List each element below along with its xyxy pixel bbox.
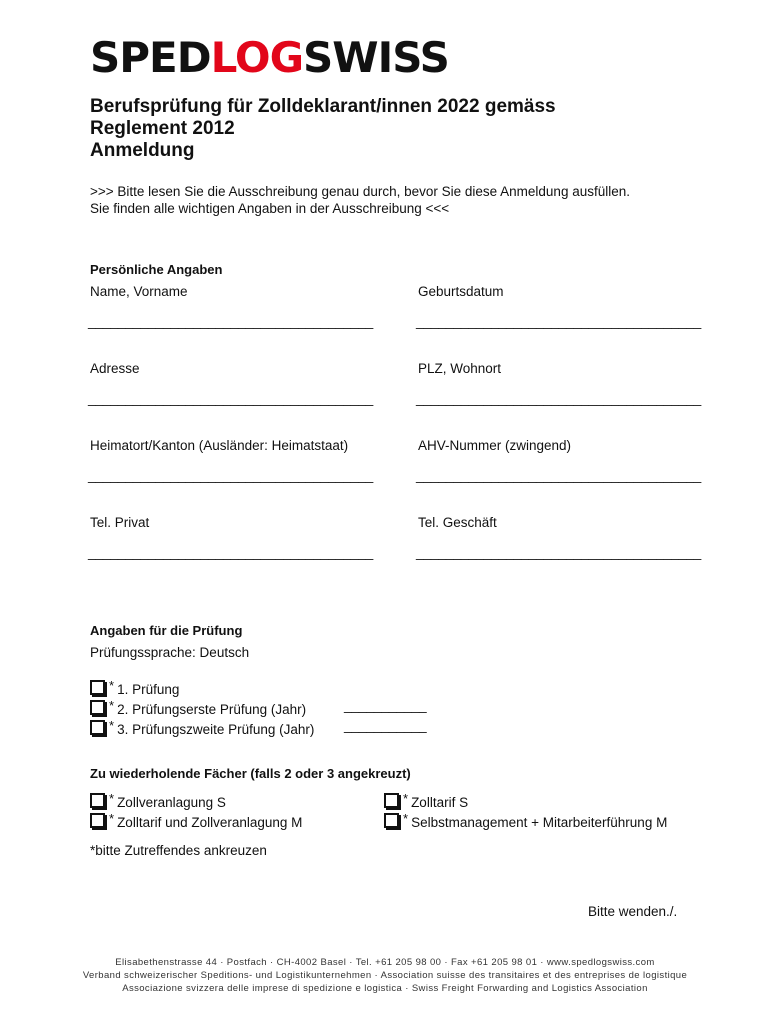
footer xyxy=(0,956,770,995)
ahv-field[interactable]: ______________________________________ xyxy=(416,468,702,483)
logo-part-sped: SPED xyxy=(90,33,211,82)
checkbox-icon[interactable] xyxy=(384,813,399,828)
address-field[interactable]: ______________________________________ xyxy=(88,391,374,406)
origin-label: Heimatort/Kanton (Ausländer: Heimatstaat) xyxy=(90,438,349,453)
ahv-label: AHV-Nummer (zwingend) xyxy=(418,438,572,453)
checkbox-icon[interactable] xyxy=(90,720,105,735)
birthdate-field[interactable]: ______________________________________ xyxy=(416,314,702,329)
name-label: Name, Vorname xyxy=(90,284,188,299)
intro-line-1: >>> Bitte lesen Sie die Ausschreibung genau durch, bevor Sie diese Anmeldung ausfüllen. xyxy=(90,184,630,199)
zip-city-field[interactable]: ______________________________________ xyxy=(416,391,702,406)
exam-option-1: * 1. Prüfung xyxy=(90,678,179,697)
logo-part-swiss: SWISS xyxy=(303,33,449,82)
checkbox-icon[interactable] xyxy=(90,793,105,808)
title-line-1: Berufsprüfung für Zolldeklarant/innen 2022 gemäss xyxy=(90,96,556,117)
exam-language: Prüfungssprache: Deutsch xyxy=(90,645,250,660)
logo-part-log: LOG xyxy=(210,33,304,82)
birthdate-label: Geburtsdatum xyxy=(418,284,504,299)
tel-business-field[interactable]: ______________________________________ xyxy=(416,545,702,560)
exam-year-field-1[interactable]: ___________ xyxy=(344,698,427,713)
document-title xyxy=(90,96,556,162)
repeat-subject-right-1: * Zolltarif S xyxy=(384,791,468,810)
exam-year-field-2[interactable]: ___________ xyxy=(344,718,427,733)
origin-field[interactable]: ______________________________________ xyxy=(88,468,374,483)
turn-over-note: Bitte wenden./. xyxy=(588,904,678,919)
checkbox-icon[interactable] xyxy=(90,680,105,695)
exam-heading: Angaben für die Prüfung xyxy=(90,623,243,638)
title-line-3: Anmeldung xyxy=(90,140,195,161)
tel-private-label: Tel. Privat xyxy=(90,515,150,530)
checkbox-icon[interactable] xyxy=(90,700,105,715)
repeat-subject-right-2: * Selbstmanagement + Mitarbeiterführung M xyxy=(384,811,667,830)
checkbox-icon[interactable] xyxy=(90,813,105,828)
tel-business-label: Tel. Geschäft xyxy=(418,515,497,530)
exam-option-3: * 3. Prüfungszweite Prüfung (Jahr) xyxy=(90,718,314,737)
zip-city-label: PLZ, Wohnort xyxy=(418,361,502,376)
checkbox-icon[interactable] xyxy=(384,793,399,808)
footer-association-de-fr: Verband schweizerischer Speditions- und Logistikunternehmen · Association suisse des transitaires et des entreprises de logistique xyxy=(82,970,688,981)
title-line-2: Reglement 2012 xyxy=(90,118,235,139)
footer-address: Elisabethenstrasse 44 · Postfach · CH-4002 Basel · Tel. +61 205 98 00 · Fax +61 205 98 01 · www.spedlogswiss.com xyxy=(115,957,655,968)
repeat-subject-left-1: * Zollveranlagung S xyxy=(90,791,226,810)
intro-line-2: Sie finden alle wichtigen Angaben in der Ausschreibung <<< xyxy=(90,201,450,216)
repeat-heading: Zu wiederholende Fächer (falls 2 oder 3 angekreuzt) xyxy=(90,766,411,781)
spedlogswiss-logo xyxy=(90,33,449,82)
name-field[interactable]: ______________________________________ xyxy=(88,314,374,329)
exam-option-2: * 2. Prüfungserste Prüfung (Jahr) xyxy=(90,698,306,717)
address-label: Adresse xyxy=(90,361,140,376)
intro-text xyxy=(90,183,630,217)
footer-association-it-en: Associazione svizzera delle imprese di spedizione e logistica · Swiss Freight Forwarding and Logistics Association xyxy=(122,983,648,994)
personal-heading: Persönliche Angaben xyxy=(90,262,223,277)
tel-private-field[interactable]: ______________________________________ xyxy=(88,545,374,560)
footnote: *bitte Zutreffendes ankreuzen xyxy=(90,843,267,858)
repeat-subject-left-2: * Zolltarif und Zollveranlagung M xyxy=(90,811,302,830)
